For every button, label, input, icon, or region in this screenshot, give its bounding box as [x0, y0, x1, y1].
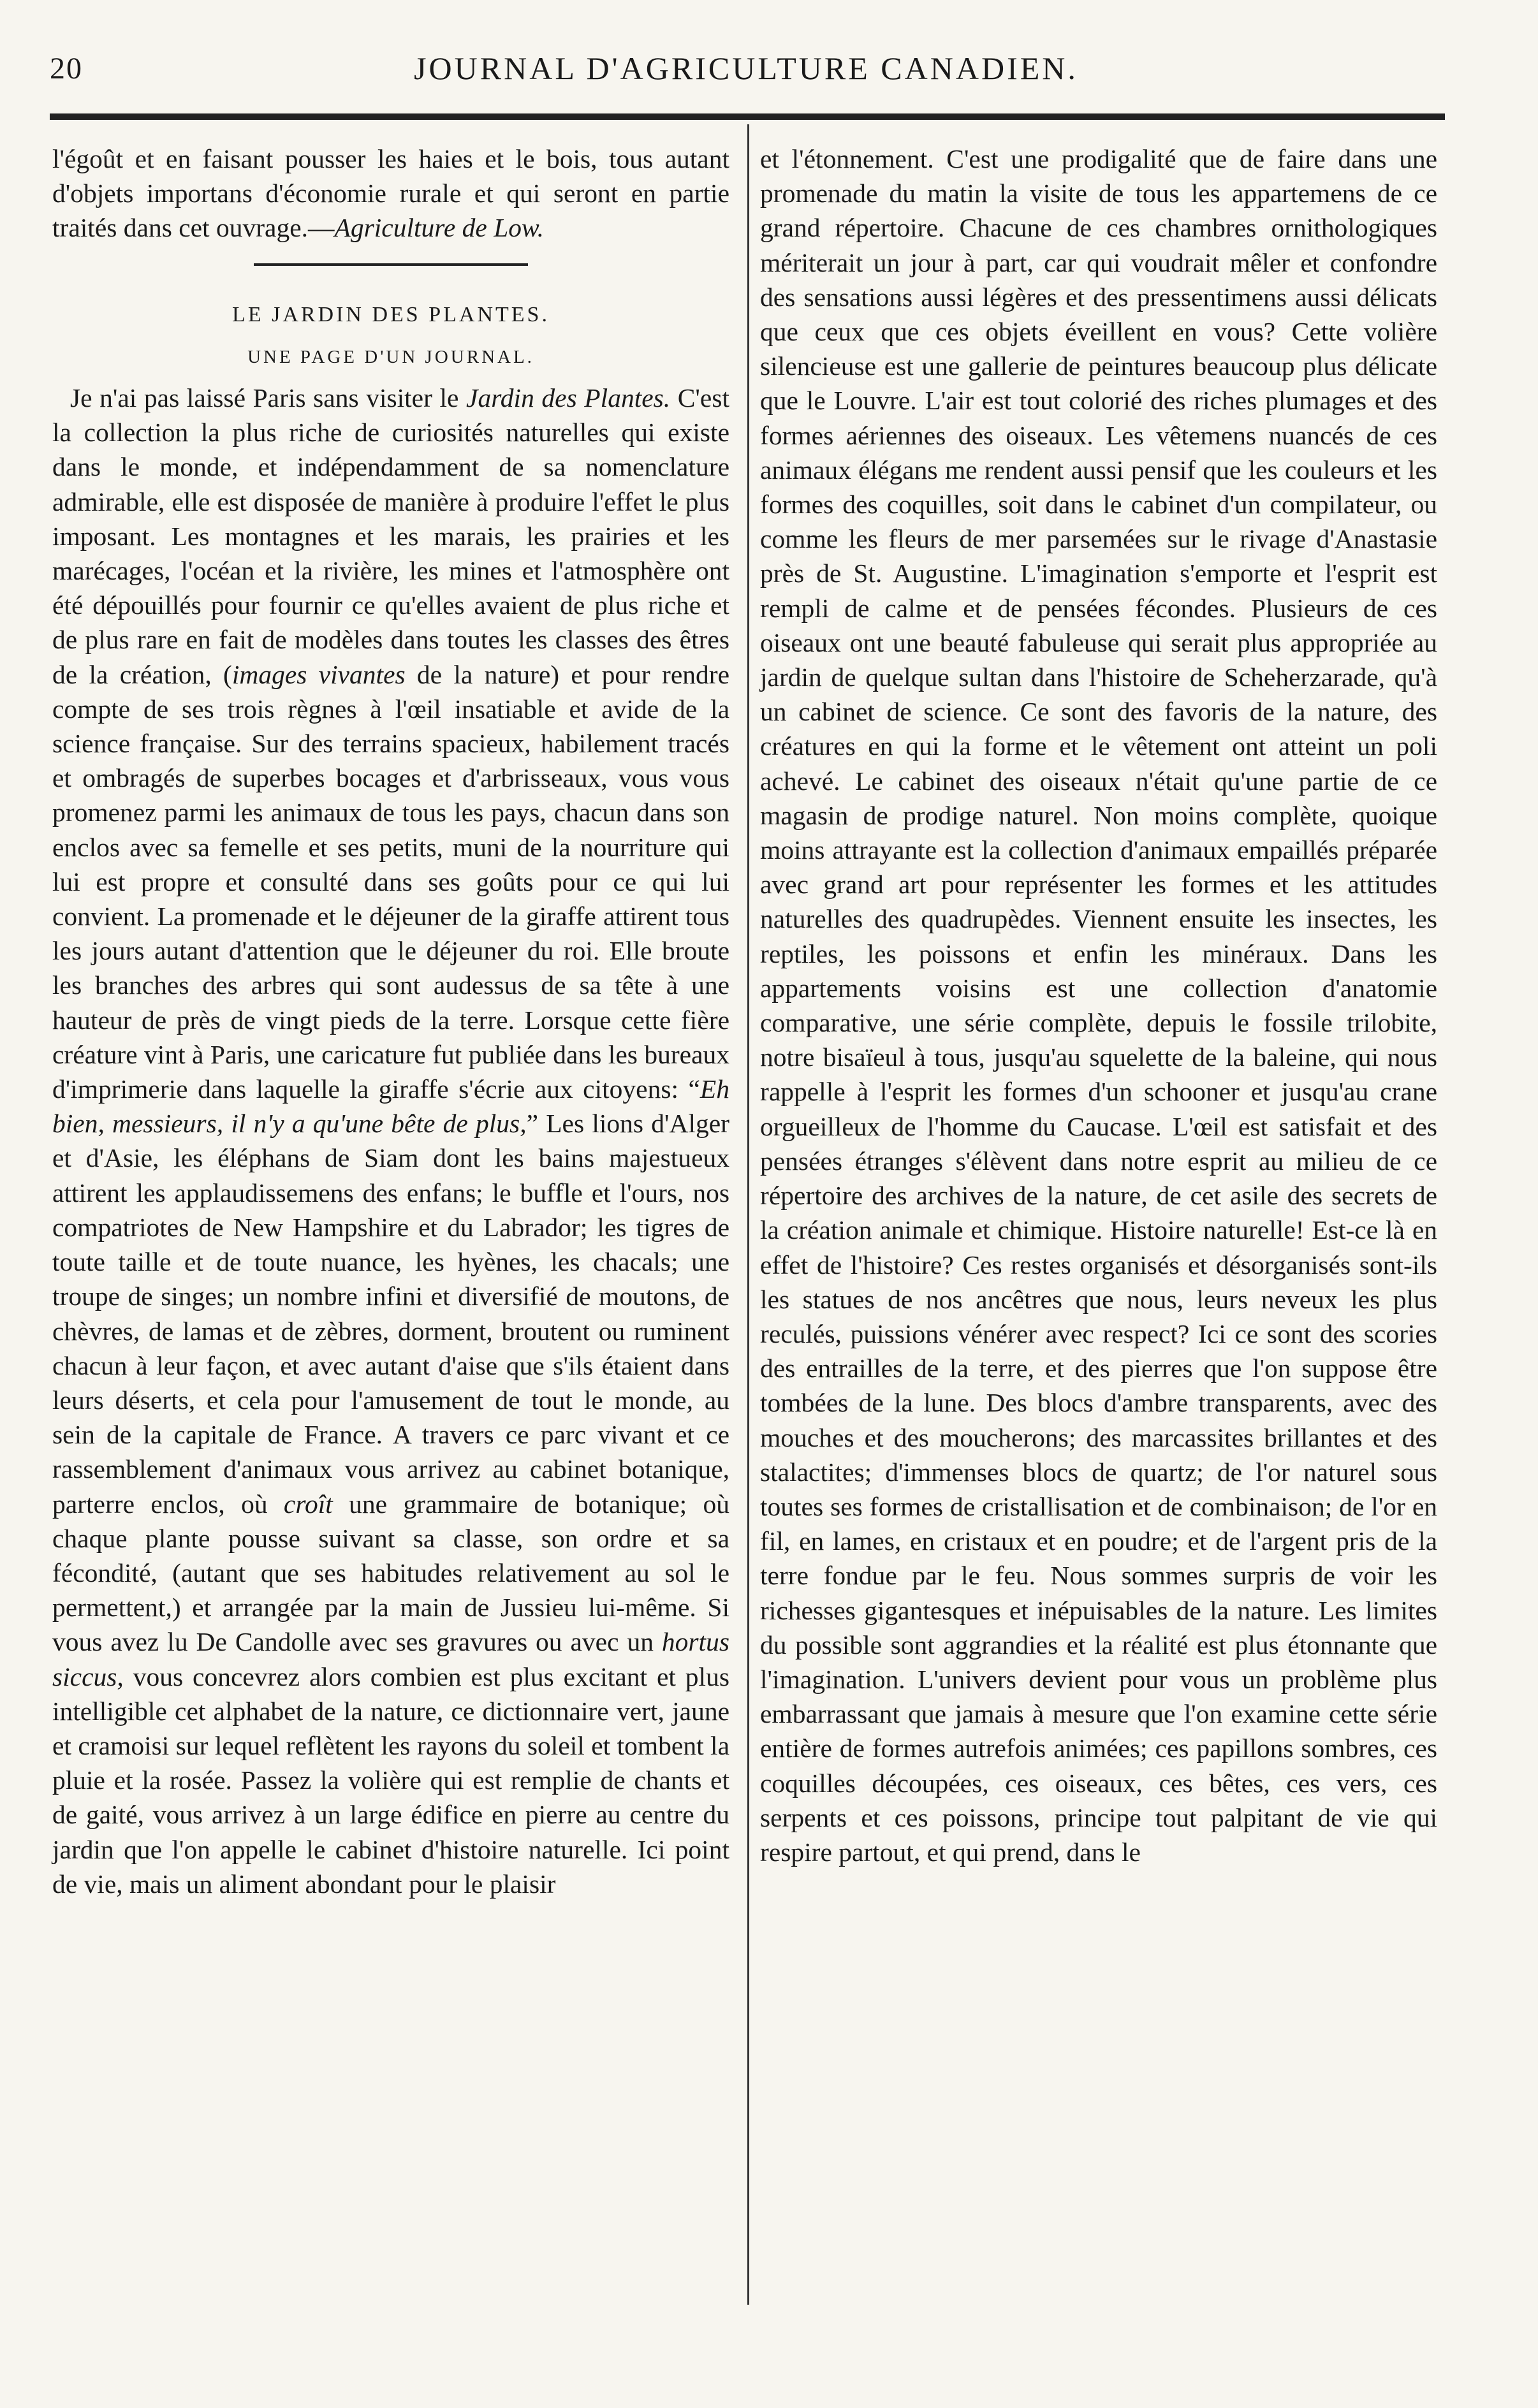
text-run: une grammaire de botanique; où chaque plante pousse suivant sa classe, son ordre et sa fécondité, (autant que ses habitudes relativement au sol le permettent,) et arrangée par la main de Jussieu lui-même. Si vous avez lu De Candolle avec ses gravures ou avec un: [52, 1489, 729, 1657]
page-header: [45, 45, 1447, 89]
text-run-italic: Jardin des Plantes.: [466, 383, 671, 413]
text-run: C'est la collection la plus riche de curiosités naturelles qui existe dans le monde, et indépendamment de sa nomenclature admirable, elle est disposée de manière à produire l'effet le plus imposant. Les montagnes et les marais, les prairies et les marécages, l'océan et la rivière, les mines et l'atmosphère ont été dépouillés pour fournir ce qu'elles avaient de plus riche et de plus rare en fait de modèles dans toutes les classes des êtres de la création, (: [52, 383, 730, 689]
page-number: 20: [50, 52, 83, 85]
text-run: Je n'ai pas laissé Paris sans visiter le: [70, 383, 467, 413]
text-run-italic: Eh bien, messieurs, il n'y a qu'une bête de plus,: [52, 1074, 729, 1139]
running-title: JOURNAL D'AGRICULTURE CANADIEN.: [414, 50, 1078, 86]
text-run: ” Les lions d'Alger et d'Asie, les éléphans de Siam dont les bains majestueux attirent les applaudissemens des enfans; le buffle et l'ours, nos compatriotes de New Hampshire et du Labrador; les tigres de toute taille et de toute nuance, les hyènes, les chacals; une troupe de singes; un nombre infini et diversifié de moutons, de chèvres, de lamas et de zèbres, dorment, broutent ou ruminent chacun à leur façon, et avec autant d'aise que s'ils étaient dans leurs déserts, et cela pour l'amusement de tout le monde, au sein de la capitale de France. A travers ce parc vivant et ce rassemblement d'animaux vous arrivez au cabinet botanique, parterre enclos, où: [52, 1109, 729, 1519]
source-citation: Agriculture de Low.: [334, 213, 545, 243]
left-column: [52, 142, 729, 1901]
text-run-italic: hortus siccus,: [52, 1627, 729, 1691]
text-run-italic: croît: [283, 1489, 333, 1519]
section-title: LE JARDIN DES PLANTES.: [232, 302, 550, 326]
paragraph-body: [52, 381, 729, 1901]
column-divider: [747, 124, 749, 2305]
header-rule: [50, 113, 1445, 120]
text-run: de la nature) et pour rendre compte de ses trois règnes à l'œil insatiable et avide de la science française. Sur des terrains spacieux, habilement tracés et ombragés de superbes bocages et d'arbrisseaux, vous vous promenez parmi les animaux de tous les pays, chacun dans son enclos avec sa femelle et ses petits, muni de la nourriture qui lui est propre et consulté dans ses goûts pour ce qui lui convient. La promenade et le déjeuner de la giraffe attirent tous les jours autant d'attention que le déjeuner du roi. Elle broute les branches des arbres qui sont audessus de sa tête à une hauteur de près de vingt pieds de la terre. Lorsque cette fière créature vint à Paris, une caricature fut publiée dans les bureaux d'imprimerie dans laquelle la giraffe s'écrie aux citoyens: “: [52, 659, 729, 1104]
paragraph-body: et l'étonnement. C'est une prodigalité que de faire dans une promenade du matin la visite de tous les appartemens de ce grand répertoire. Chacune de ces chambres ornithologiques mériterait un jour à part, car qui voudrait mêler et confondre des sensations aussi légères et des pressentimens aussi délicats que ceux que ces objets éveillent en vous? Cette volière silencieuse est une gallerie de peintures beaucoup plus délicate que le Louvre. L'air est tout colorié des riches plumages et des formes aériennes des oiseaux. Les vêtemens nuancés de ces animaux élégans me rendent aussi pensif que les couleurs et les formes des coquilles, soit dans le cabinet d'un compilateur, ou comme les fleurs de mer parsemées sur le rivage d'Anastasie près de St. Augustine. L'imagination s'emporte et l'esprit est rempli de calme et de pensées fécondes. Plusieurs de ces oiseaux ont une beauté fabuleuse qui serait plus appropriée au jardin de quelque sultan dans l'histoire de Scheherzarade, qu'à un cabinet de science. Ce sont des favoris de la nature, des créatures en qui la forme et le vêtement ont atteint un poli achevé. Le cabinet des oiseaux n'était qu'une partie de ce magasin de prodige naturel. Non moins complète, quoique moins attrayante est la collection d'animaux empaillés préparée avec grand art pour représenter les formes et les attitudes naturelles des quadrupèdes. Viennent ensuite les insectes, les reptiles, les poissons et enfin les minéraux. Dans les appartements voisins est une collection d'anatomie comparative, une série complète, depuis le fossile trilobite, notre bisaïeul à tous, jusqu'au squelette de la baleine, qui nous rappelle à l'esprit les formes d'un schooner et jusqu'au crane orgueilleux de l'homme du Caucase. L'œil est satisfait et des pensées étranges s'élèvent dans notre esprit au milieu de ce répertoire des archives de la nature, de cet asile des secrets de la création animale et chimique. Histoire naturelle! Est-ce là en effet de l'histoire? Ces restes organisés et désorganisés sont-ils les statues de nos ancêtres que nous, leurs neveux les plus reculés, puissions vénérer avec respect? Ici ce sont des scories des entrailles de la terre, et des pierres que l'on suppose être tombées de la lune. Des blocs d'ambre transparents, avec des mouches et des moucherons; des marcassites brillantes et des stalactites; d'immenses blocs de quartz; de l'or naturel sous toutes ses formes de cristallisation et de combinaison; de l'or en fil, en lames, en cristaux et en poudre; et de l'argent pris de la terre fondue par le feu. Nous sommes surpris de voir les richesses gigantesques et inépuisables de la nature. Les limites du possible sont aggrandies et la réalité est plus étonnante que l'imagination. L'univers devient pour vous un problème plus embarrassant que jamais à mesure que l'on examine cette série entière de formes autrefois animées; ces papillons sombres, ces coquilles découpées, ces oiseaux, ces bêtes, ces vers, ces serpents et ces poissons, principe tout palpitant de vie qui respire partout, et qui prend, dans le: [760, 144, 1437, 1867]
paragraph-intro-continued: [52, 142, 729, 245]
text-run: vous concevrez alors combien est plus excitant et plus intelligible cet alphabet de la nature, ce dictionnaire vert, jaune et cramoisi sur lequel reflètent les rayons du soleil et tombent la pluie et la rosée. Passez la volière qui est remplie de chants et de gaité, vous arrivez à un large édifice en pierre au centre du jardin que l'on appelle le cabinet d'histoire naturelle. Ici point de vie, mais un aliment abondant pour le plaisir: [52, 1661, 729, 1899]
section-subtitle: UNE PAGE D'UN JOURNAL.: [247, 346, 534, 367]
paragraph-text: l'égoût et en faisant pousser les haies et le bois, tous autant d'objets importans d'économie rurale et qui seront en partie traités dans cet ouvrage.—: [52, 144, 729, 243]
section-separator: [254, 263, 528, 266]
right-column: [760, 142, 1437, 1869]
text-run-italic: images vivantes: [231, 659, 406, 689]
